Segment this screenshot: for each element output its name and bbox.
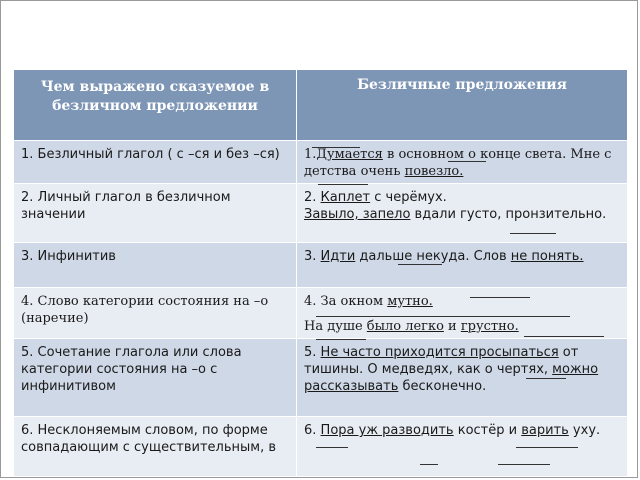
underline-mark	[448, 161, 486, 162]
table-header-row	[14, 70, 628, 141]
row4-example: 4. За окном мутно. На душе было легко и грустно.	[297, 288, 628, 339]
row2-example: 2. Каплет с черёмух. Завыло, запело вдали густо, пронзительно.	[297, 184, 628, 243]
row1-example: 1.Думается в основном о конце света. Мне с детства очень повезло.	[297, 141, 628, 184]
row1-predicate-2: повезло.	[404, 164, 464, 179]
underline-mark	[398, 264, 442, 265]
row3-predicate-1: Идти	[320, 249, 356, 264]
row6-predicate-2: варить	[521, 423, 569, 438]
row1-predicate-1: Думается	[316, 147, 383, 162]
row4-predicate-2: было легко	[366, 319, 444, 334]
row4-predicate-1: мутно.	[387, 294, 433, 309]
row2-predicate-2: Завыло, запело	[304, 207, 411, 222]
underline-mark	[318, 184, 368, 185]
row1-kind: 1. Безличный глагол ( с –ся и без –ся)	[14, 141, 297, 184]
underline-mark	[312, 147, 360, 148]
row5-predicate-2: можно рассказывать	[304, 362, 599, 394]
row3-predicate-2: не понять.	[510, 249, 584, 264]
row4-kind: 4. Слово категории состояния на –о (наречие)	[14, 288, 297, 339]
row6-predicate-1: Пора уж разводить	[320, 423, 454, 438]
row4-predicate-3: грустно.	[460, 319, 519, 334]
underline-mark	[510, 233, 556, 234]
row5-predicate-1: Не часто приходится просыпаться	[320, 345, 559, 360]
underline-mark	[498, 464, 550, 465]
table-row	[14, 288, 628, 339]
row2-predicate-1: Каплет	[320, 190, 371, 205]
row5-kind: 5. Сочетание глагола или слова категории состояния на –о с инфинитивом	[14, 339, 297, 417]
underline-mark	[420, 464, 438, 465]
header-predicate-expression: Чем выражено сказуемое в безличном предложении	[14, 70, 297, 141]
row3-example: 3. Идти дальше некуда. Слов не понять.	[297, 243, 628, 288]
underline-mark	[526, 378, 566, 379]
row3-kind: 3. Инфинитив	[14, 243, 297, 288]
underline-mark	[524, 336, 604, 337]
underline-mark	[316, 447, 348, 448]
header-impersonal-sentences: Безличные предложения	[297, 70, 628, 141]
underline-mark	[316, 316, 570, 317]
row5-example: 5. Не часто приходится просыпаться от тишины. О медведях, как о чертях, можно рассказывать бесконечно.	[297, 339, 628, 417]
row1-word-2: основном	[398, 147, 464, 162]
underline-mark	[316, 339, 366, 340]
table-row	[14, 243, 628, 288]
underline-mark	[470, 297, 530, 298]
row6-kind: 6. Несклоняемым словом, по форме совпадающим с существительным, в	[14, 417, 297, 477]
underline-mark	[516, 447, 578, 448]
row2-kind: 2. Личный глагол в безличном значении	[14, 184, 297, 243]
row6-example: 6. Пора уж разводить костёр и варить уху.	[297, 417, 628, 477]
impersonal-sentences-table	[13, 69, 628, 477]
